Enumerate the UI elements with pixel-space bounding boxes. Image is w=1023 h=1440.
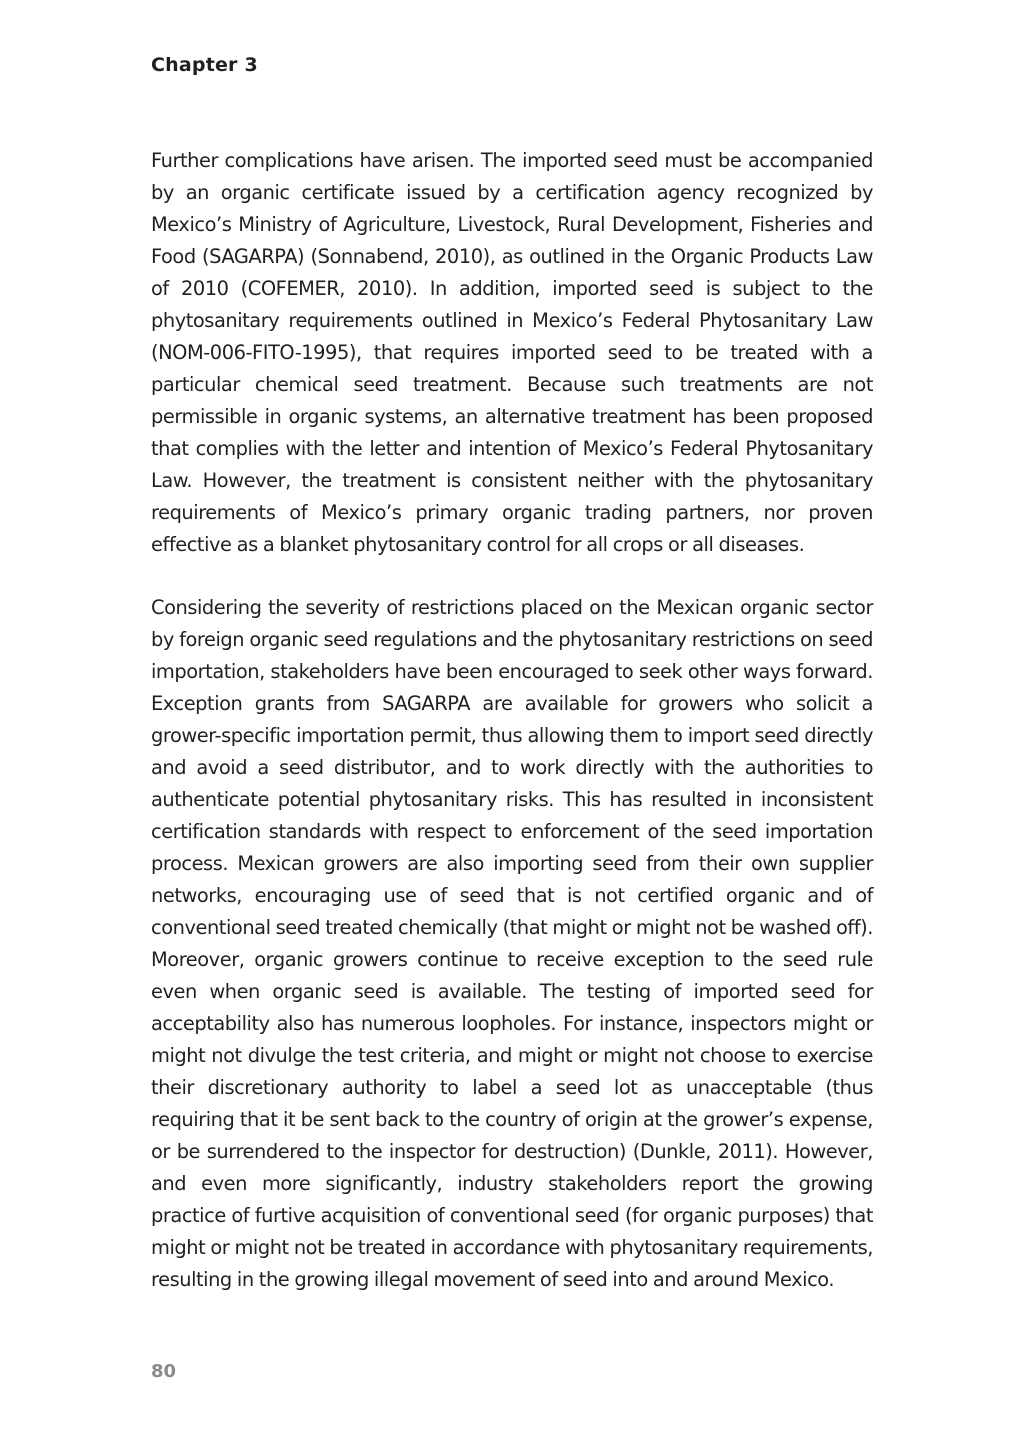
paragraph: Considering the severity of restrictions placed on the Mexican organic sector by foreign organic seed regulations and the phytosanitary restrictions on seed importation, stakeholders have been encouraged to seek other ways forward. Exception grants from SAGARPA are available for growers who solicit a grower-specific importation permit, thus allowing them to import seed directly and avoid a seed distributor, and to work directly with the authorities to authenticate potential phytosanitary risks. This has resulted in inconsistent certification standards with respect to enforcement of the seed importation process. Mexican growers are also importing seed from their own supplier networks, encouraging use of seed that is not certified organic and of conventional seed treated chemically (that might or might not be washed off). Moreover, organic growers continue to receive exception to the seed rule even when organic seed is available. The testing of imported seed for acceptability also has numerous loopholes. For instance, inspectors might or might not divulge the test criteria, and might or might not choose to exercise their discretionary authority to label a seed lot as unacceptable (thus requiring that it be sent back to the country of origin at the grower’s expense, or be surrendered to the inspector for destruction) (Dunkle, 2011). However, and even more significantly, industry stakeholders report the growing practice of furtive acquisition of conventional seed (for organic purposes) that might or might not be treated in accordance with phytosanitary requirements, resulting in the growing illegal movement of seed into and around Mexico. [151,596,873,1291]
chapter-running-head: Chapter 3 [151,54,258,76]
page-body [151,145,873,1327]
page-number: 80 [151,1361,177,1382]
paragraph: Further complications have arisen. The imported seed must be accompanied by an organic certificate issued by a certification agency recognized by Mexico’s Ministry of Agriculture, Livestock, Rural Development, Fisheries and Food (SAGARPA) (Sonnabend, 2010), as outlined in the Organic Products Law of 2010 (COFEMER, 2010). In addition, imported seed is subject to the phytosanitary requirements outlined in Mexico’s Federal Phytosanitary Law (NOM-006-FITO-1995), that requires imported seed to be treated with a particular chemical seed treatment. Because such treatments are not permissible in organic systems, an alternative treatment has been proposed that complies with the letter and intention of Mexico’s Federal Phytosanitary Law. However, the treatment is consistent neither with the phytosanitary requirements of Mexico’s primary organic trading partners, nor proven effective as a blanket phytosanitary control for all crops or all diseases. [151,149,873,556]
